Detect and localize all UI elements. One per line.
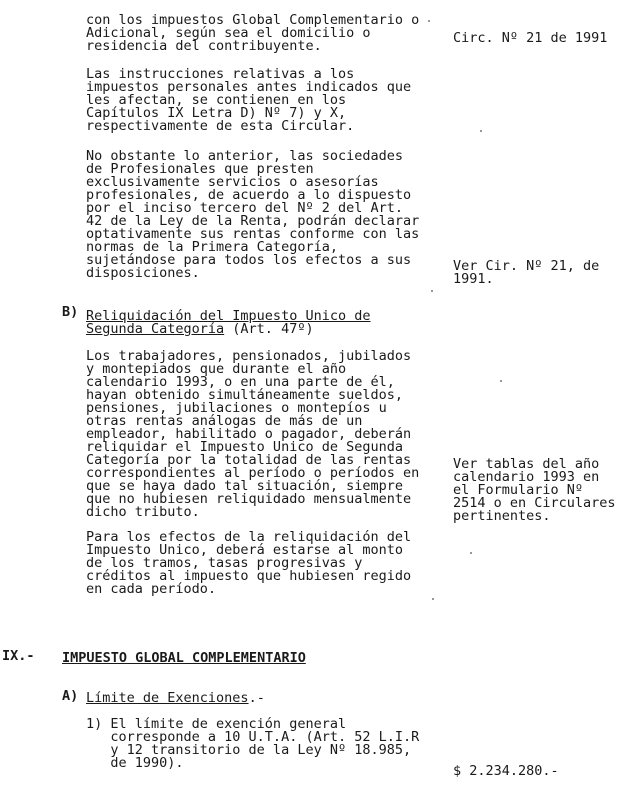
margin-note-ver-circular: Ver Cir. Nº 21, de 1991.: [453, 258, 600, 287]
chapter-number: IX.-: [2, 648, 35, 664]
paragraph-domicilio: con los impuestos Global Complementario o Adicional, según sea el domicilio o residencia del contribuyente.: [86, 12, 420, 54]
paragraph-reliquidacion: Para los efectos de la reliquidación del Impuesto Unico, deberá estarse al monto de los tramos, tasas progresivas y créditos al impuesto que hubiesen regido en cada período.: [86, 529, 412, 597]
paragraph-sociedades-profesionales: No obstante lo anterior, las sociedades de Profesionales que presten exclusivamente servicios o asesorías profesionales, de acuerdo a lo dispuesto por el inciso tercero del Nº 2 del Art. 42 de la Ley de la Renta, podrán declarar optativamente sus rentas conforme con las normas de la Primera Categoría, sujetándose para todos los efectos a sus disposiciones.: [86, 148, 420, 281]
section-b-title-line2-wrap: [86, 323, 314, 336]
item-limite-exencion: 1) El límite de exención general corresponde a 10 U.T.A. (Art. 52 L.I.R y 12 transitorio de la Ley Nº 18.985, de 1990).: [86, 716, 420, 771]
scan-speck: [428, 20, 430, 22]
section-a-title-wrap: [86, 692, 265, 705]
section-b-title-line2: Segunda Categoría: [86, 321, 225, 337]
scan-speck: [432, 598, 434, 600]
section-b-letter: B): [62, 304, 79, 320]
scan-speck: [480, 130, 482, 132]
scan-speck: [470, 552, 472, 554]
paragraph-instrucciones: Las instrucciones relativas a los impuestos personales antes indicados que les afectan, se contienen en los Capítulos IX Letra D) Nº 7) y X, respectivamente de esta Circular.: [86, 66, 412, 134]
scan-speck: [500, 380, 502, 382]
margin-note-ver-tablas: Ver tablas del año calendario 1993 en el Formulario Nº 2514 o en Circulares pertinentes.: [453, 456, 616, 524]
section-a-letter: A): [62, 688, 79, 704]
section-b-title-line1: Reliquidación del Impuesto Unico de: [86, 308, 371, 324]
chapter-title: IMPUESTO GLOBAL COMPLEMENTARIO: [62, 650, 306, 666]
section-a-suffix: .-: [248, 690, 265, 706]
section-b-article-ref: (Art. 47º): [224, 321, 314, 337]
section-a-title: Límite de Exenciones: [86, 690, 249, 706]
paragraph-trabajadores: Los trabajadores, pensionados, jubilados y montepiados que durante el año calendario 1993, o en una parte de él, hayan obtenido simultáneamente sueldos, pensiones, jubilaciones o montepíos u otras rentas análogas de más de un empleador, habilitado o pagador, deberán reliquidar el Impuesto Unico de Segunda Categoría por la totalidad de las rentas correspondientes al período o períodos en que se haya dado tal situación, siempre que no hubiesen reliquidado mensualmente dicho tributo.: [86, 348, 420, 520]
scan-speck: [431, 290, 433, 292]
margin-note-circular: Circ. Nº 21 de 1991: [453, 30, 608, 46]
margin-note-amount: $ 2.234.280.-: [453, 763, 559, 779]
